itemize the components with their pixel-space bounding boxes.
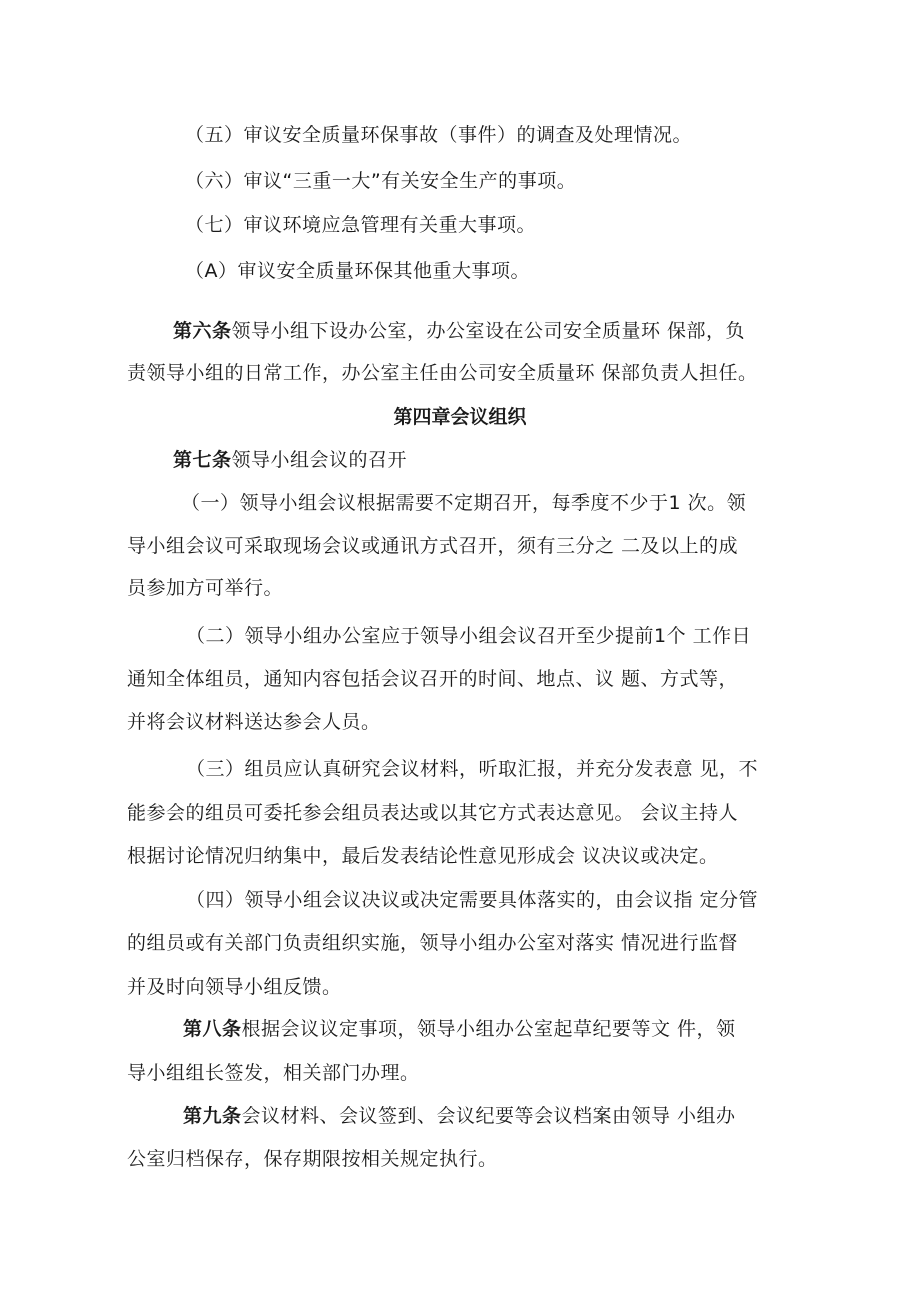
article-9-line-1	[183, 1103, 736, 1129]
article-7-title: 领导小组会议的召开	[231, 449, 408, 471]
article-8-line-1	[183, 1016, 736, 1042]
article-7-p3-line-2: 能参会的组员可委托参会组员表达或以其它方式表达意见。 会议主持人	[127, 802, 739, 824]
article-7-p2-line-3: 并将会议材料送达参会人员。	[127, 711, 381, 733]
chapter-4-title: 第四章会议组织	[393, 406, 527, 428]
article-8-text-1: 根据会议议定事项，领导小组办公室起草纪要等文 件，领	[241, 1018, 736, 1040]
article-6-line-2: 责领导小组的日常工作，办公室主任由公司安全质量环 保部负责人担任。	[127, 362, 758, 384]
article-8-line-2: 导小组组长签发，相关部门办理。	[127, 1062, 420, 1084]
article-7-p3-line-1: （三）组员应认真研究会议材料，听取汇报，并充分发表意 见，不	[186, 758, 759, 780]
article-7-p1-line-2: 导小组会议可采取现场会议或通讯方式召开，须有三分之 二及以上的成	[127, 535, 739, 557]
article-7-p2-line-1: （二）领导小组办公室应于领导小组会议召开至少提前1个 工作日	[186, 625, 752, 647]
article-7-p2-line-2: 通知全体组员，通知内容包括会议召开的时间、地点、议 题、方式等，	[127, 668, 739, 690]
item-7: （七）审议环境应急管理有关重大事项。	[185, 214, 537, 236]
article-7-p1-line-3: 员参加方可举行。	[127, 577, 284, 599]
article-7-p4-line-1: （四）领导小组会议决议或决定需要具体落实的，由会议指 定分管	[186, 889, 759, 911]
article-9-text-1: 会议材料、会议签到、会议纪要等会议档案由领导 小组办	[241, 1105, 736, 1127]
item-5: （五）审议安全质量环保事故（事件）的调查及处理情况。	[185, 124, 693, 146]
article-7-p4-line-3: 并及时向领导小组反馈。	[127, 976, 342, 998]
article-8-heading: 第八条	[183, 1018, 242, 1040]
article-6-heading: 第六条	[173, 320, 232, 342]
item-8: （A）审议安全质量环保其他重大事项。	[185, 260, 530, 282]
article-7-p4-line-2: 的组员或有关部门负责组织实施，领导小组办公室对落实 情况进行监督	[127, 932, 739, 954]
article-7-heading: 第七条	[173, 449, 232, 471]
article-7-p1-line-1: （一）领导小组会议根据需要不定期召开，每季度不少于1 次。领	[181, 492, 747, 514]
article-7-p3-line-3: 根据讨论情况归纳集中，最后发表结论性意见形成会 议决议或决定。	[127, 845, 719, 867]
article-9-line-2: 公室归档保存，保存期限按相关规定执行。	[127, 1148, 498, 1170]
article-6-text-1: 领导小组下设办公室，办公室设在公司安全质量环 保部，负	[231, 320, 746, 342]
article-9-heading: 第九条	[183, 1105, 242, 1127]
article-7-line	[173, 447, 407, 473]
article-6-line-1	[173, 318, 745, 344]
item-6: （六）审议“三重一大”有关安全生产的事项。	[185, 170, 577, 192]
